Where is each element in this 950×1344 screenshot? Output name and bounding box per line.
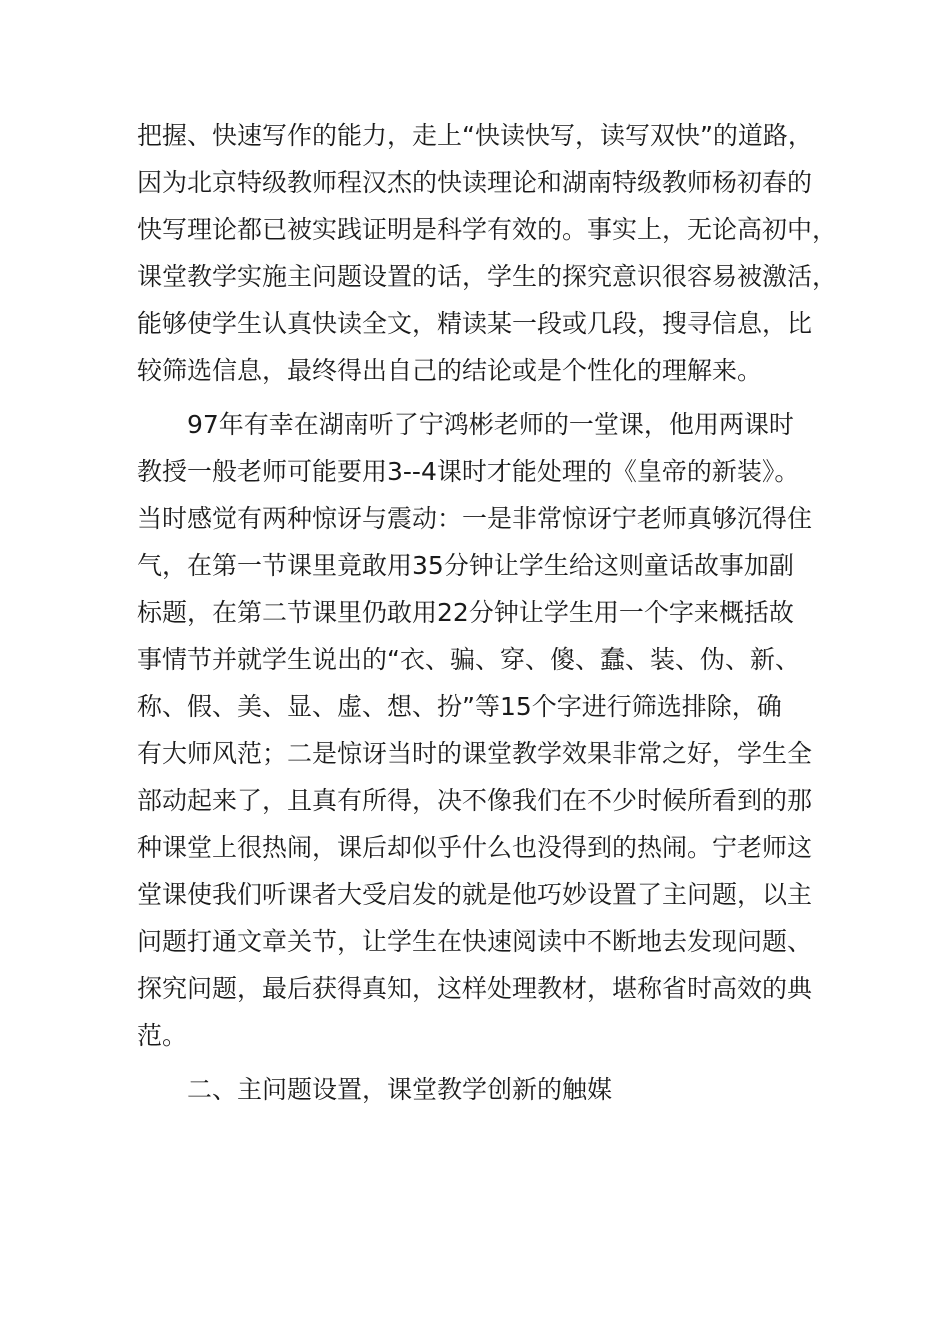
text-line: 范。 <box>137 1021 188 1050</box>
text-line: 问题打通文章关节，让学生在快速阅读中不断地去发现问题、 <box>137 927 813 956</box>
text-line: 标题，在第二节课里仍敢用22分钟让学生用一个字来概括故 <box>137 598 794 627</box>
text-line: 气，在第一节课里竟敢用35分钟让学生给这则童话故事加副 <box>137 551 794 580</box>
body-text <box>137 112 837 1113</box>
text-line: 较筛选信息，最终得出自己的结论或是个性化的理解来。 <box>137 356 763 385</box>
paragraph-2 <box>137 401 837 1059</box>
text-line: 把握、快速写作的能力，走上“快读快写，读写双快”的道路， <box>137 121 813 150</box>
text-line: 快写理论都已被实践证明是科学有效的。事实上，无论高初中， <box>137 215 838 244</box>
text-line: 堂课使我们听课者大受启发的就是他巧妙设置了主问题，以主 <box>137 880 813 909</box>
section-heading: 二、主问题设置，课堂教学创新的触媒 <box>187 1075 613 1104</box>
paragraph-1 <box>137 112 837 394</box>
text-line: 部动起来了，且真有所得，决不像我们在不少时候所看到的那 <box>137 786 813 815</box>
text-line: 种课堂上很热闹，课后却似乎什么也没得到的热闹。宁老师这 <box>137 833 813 862</box>
text-line: 因为北京特级教师程汉杰的快读理论和湖南特级教师杨初春的 <box>137 168 813 197</box>
text-line: 当时感觉有两种惊讶与震动：一是非常惊讶宁老师真够沉得住 <box>137 504 813 533</box>
text-line: 97年有幸在湖南听了宁鸿彬老师的一堂课，他用两课时 <box>187 410 794 439</box>
text-line: 能够使学生认真快读全文，精读某一段或几段，搜寻信息，比 <box>137 309 813 338</box>
text-line: 课堂教学实施主问题设置的话，学生的探究意识很容易被激活， <box>137 262 838 291</box>
text-line: 有大师风范；二是惊讶当时的课堂教学效果非常之好，学生全 <box>137 739 813 768</box>
text-line: 称、假、美、显、虚、想、扮”等15个字进行筛选排除，确 <box>137 692 782 721</box>
text-line: 教授一般老师可能要用3--4课时才能处理的《皇帝的新装》。 <box>137 457 800 486</box>
text-line: 探究问题，最后获得真知，这样处理教材，堪称省时高效的典 <box>137 974 813 1003</box>
text-line: 事情节并就学生说出的“衣、骗、穿、傻、蠢、装、伪、新、 <box>137 645 800 674</box>
